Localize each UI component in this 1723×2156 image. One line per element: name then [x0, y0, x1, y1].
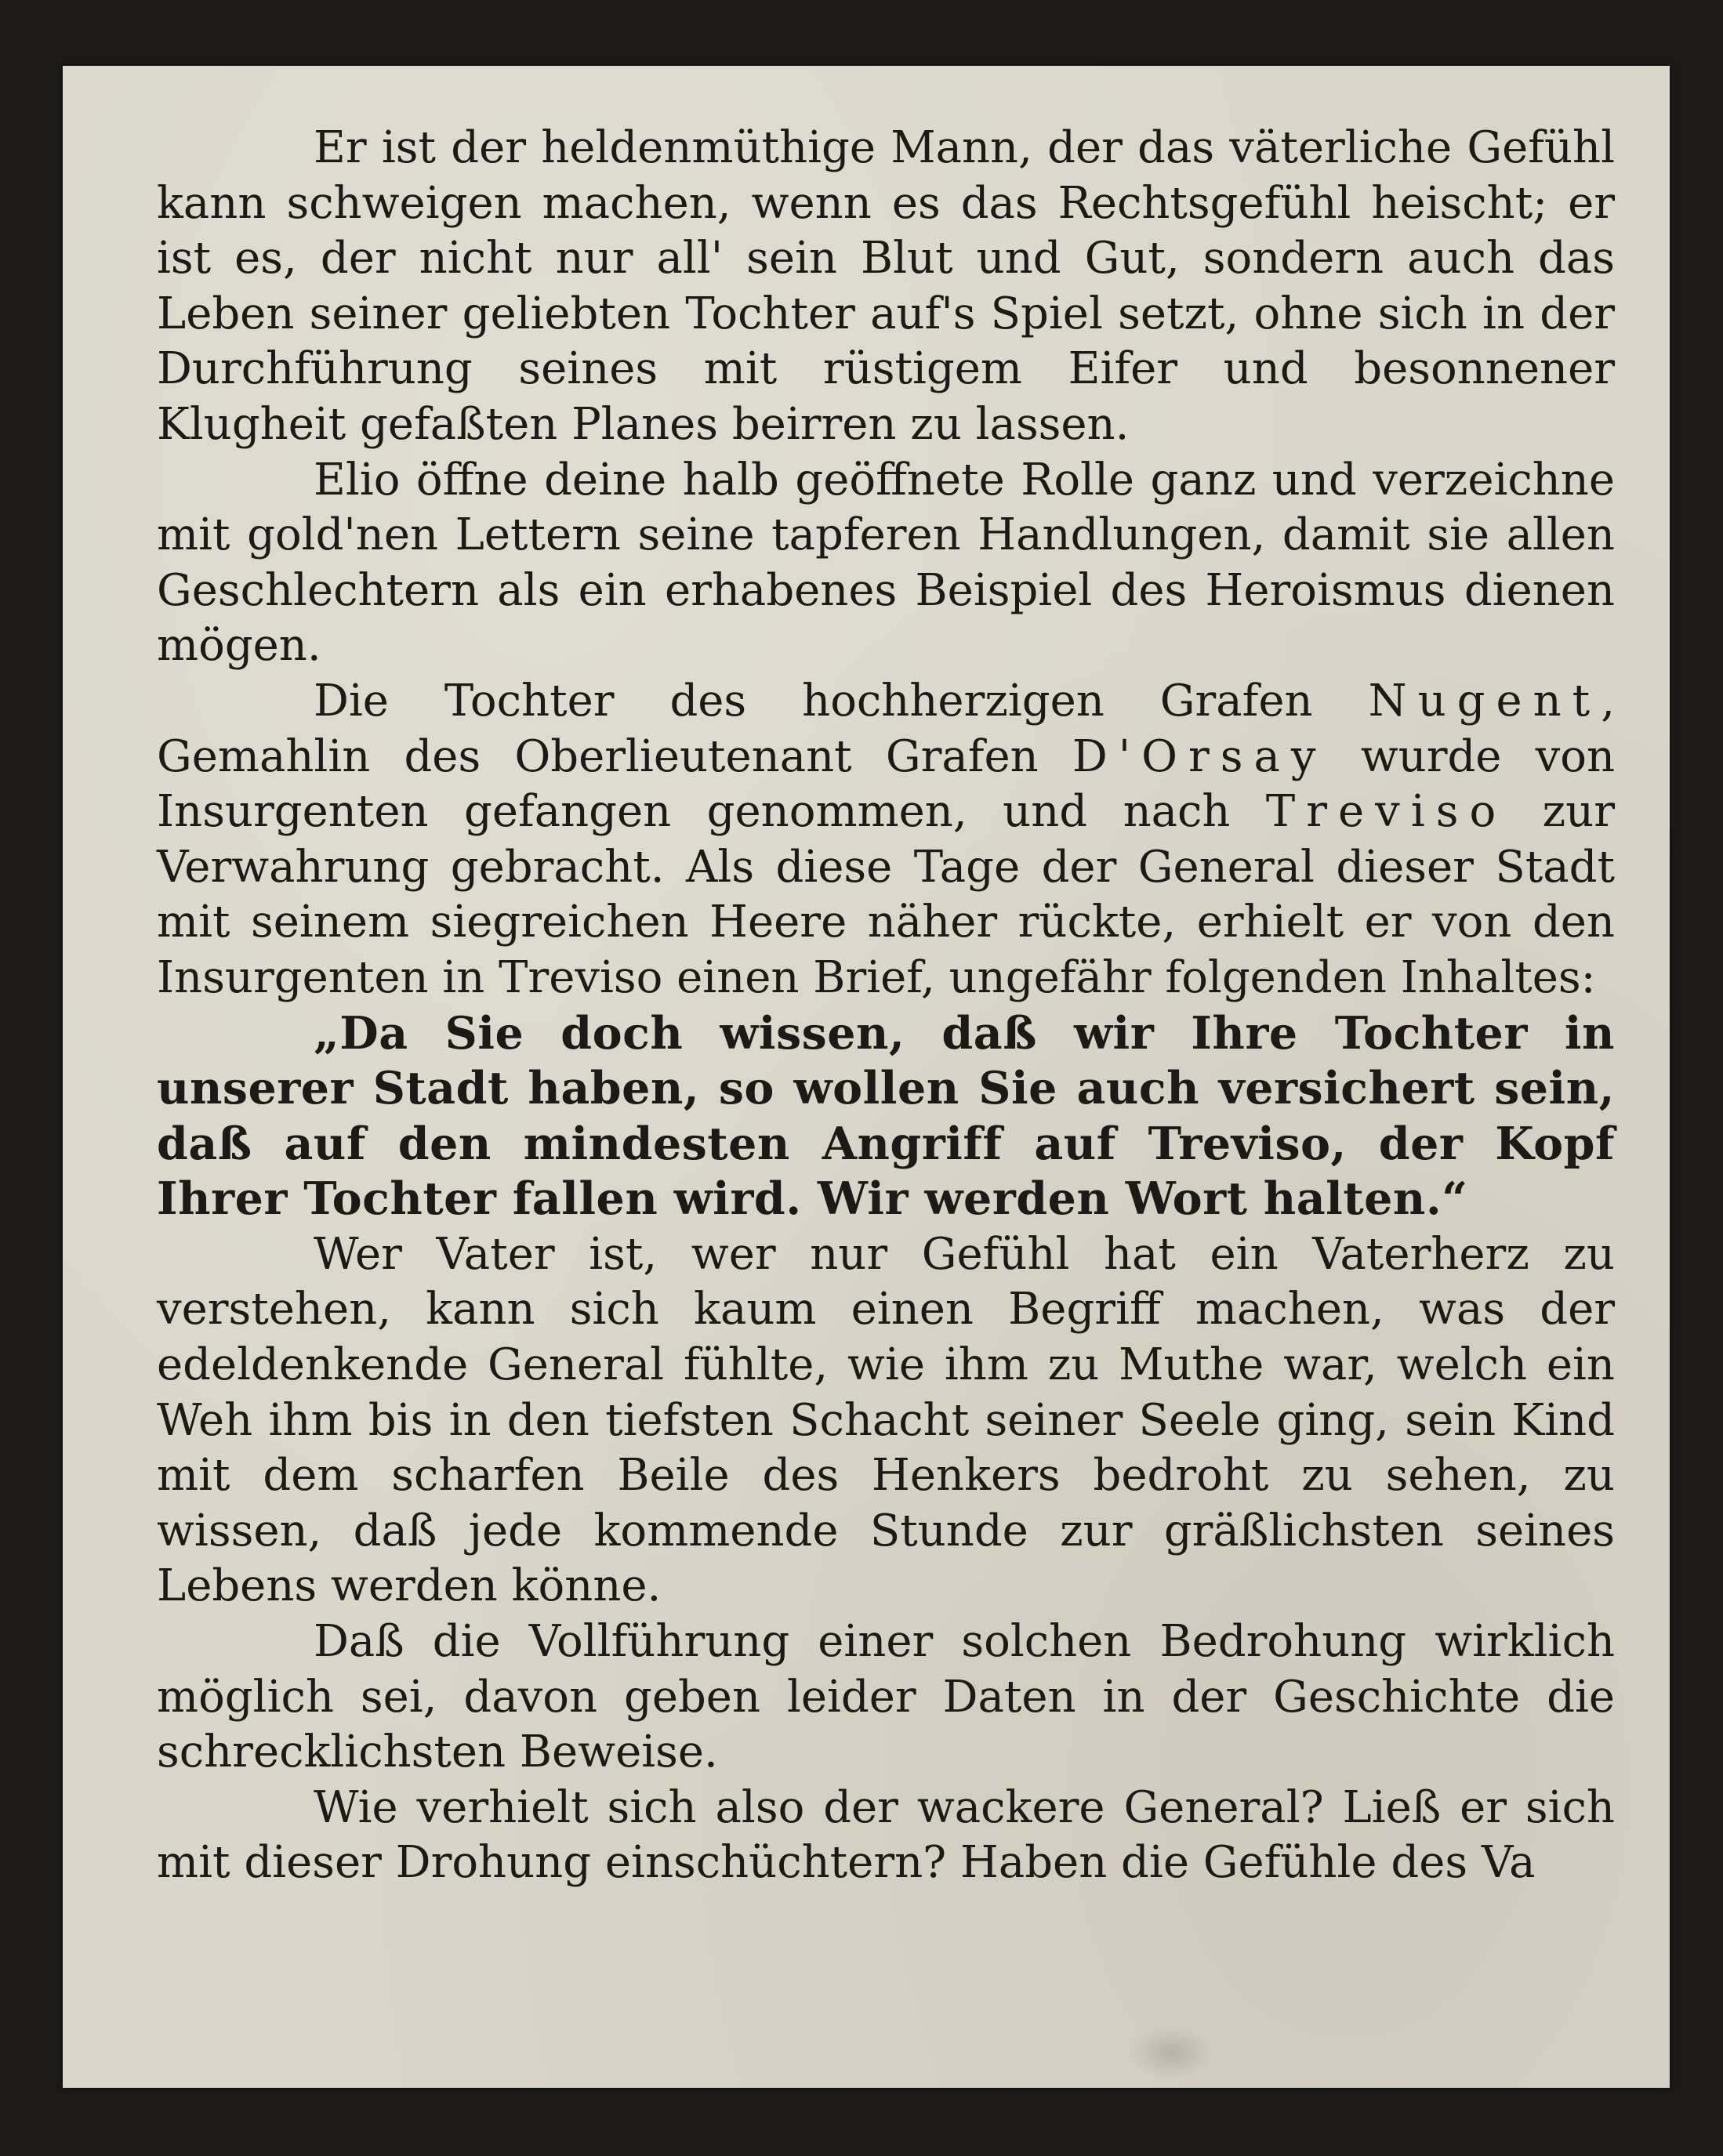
name-nugent: Nugent: [1368, 675, 1601, 727]
paragraph-3-text-b: , Gemahlin des Oberlieutenant Grafen: [157, 675, 1615, 782]
paragraph-3: [157, 674, 1615, 1006]
place-treviso: Treviso: [1265, 786, 1507, 838]
paragraph-1: Er ist der heldenmüthige Mann, der das väterliche Gefühl kann schweigen machen, wenn es das Rechtsgefühl heischt; er ist es, der nicht nur all' sein Blut und Gut, sondern auch das Leben seiner geliebten Tochter auf's Spiel setzt, ohne sich in der Durchführung seines mit rüstigem Eifer und besonnener Klugheit gefaßten Planes beirren zu lassen.: [157, 122, 1615, 450]
paragraph-2: Elio öffne deine halb geöffnete Rolle ganz und verzeichne mit gold'nen Lettern seine tapferen Handlungen, damit sie allen Geschlechtern als ein erhabenes Beispiel des Heroismus dienen mögen.: [157, 454, 1615, 672]
paper-page: [63, 66, 1670, 2088]
paragraph-7: Wie verhielt sich also der wackere General? Ließ er sich mit dieser Drohung einschüchtern? Haben die Gefühle des Va: [157, 1781, 1615, 1889]
body-text: [157, 121, 1615, 1891]
paragraph-5: Wer Vater ist, wer nur Gefühl hat ein Vaterherz zu verstehen, kann sich kaum einen Begriff machen, was der edeldenkende General fühlte, wie ihm zu Muthe war, welch ein Weh ihm bis in den tiefsten Schacht seiner Seele ging, sein Kind mit dem scharfen Beile des Henkers bedroht zu sehen, zu wissen, daß jede kommende Stunde zur gräßlichsten seines Lebens werden könne.: [157, 1228, 1615, 1612]
paragraph-3-text-c: wurde von Insurgenten gefangen genommen, und nach: [157, 730, 1616, 838]
paragraph-3-text-a: Die Tochter des hochherzigen Grafen: [314, 675, 1369, 727]
quoted-letter: „Da Sie doch wissen, daß wir Ihre Tochter in unserer Stadt haben, so wollen Sie auch versichert sein, daß auf den mindesten Angriff auf Treviso, der Kopf Ihrer Tochter fallen wird. Wir werden Wort halten.“: [157, 1006, 1615, 1226]
paragraph-6: Daß die Vollführung einer solchen Bedrohung wirklich möglich sei, davon geben leider Daten in der Geschichte die schrecklichsten Beweise.: [157, 1616, 1615, 1778]
paragraph-3-text-d: zur Verwahrung gebracht. Als diese Tage der General dieser Stadt mit seinem siegreichen Heere näher rückte, erhielt er von den Insurgenten in Treviso einen Brief, ungefähr folgenden Inhaltes:: [157, 786, 1615, 1003]
paper-stain: [1129, 2025, 1215, 2080]
name-orsay: D'Orsay: [1072, 730, 1327, 782]
